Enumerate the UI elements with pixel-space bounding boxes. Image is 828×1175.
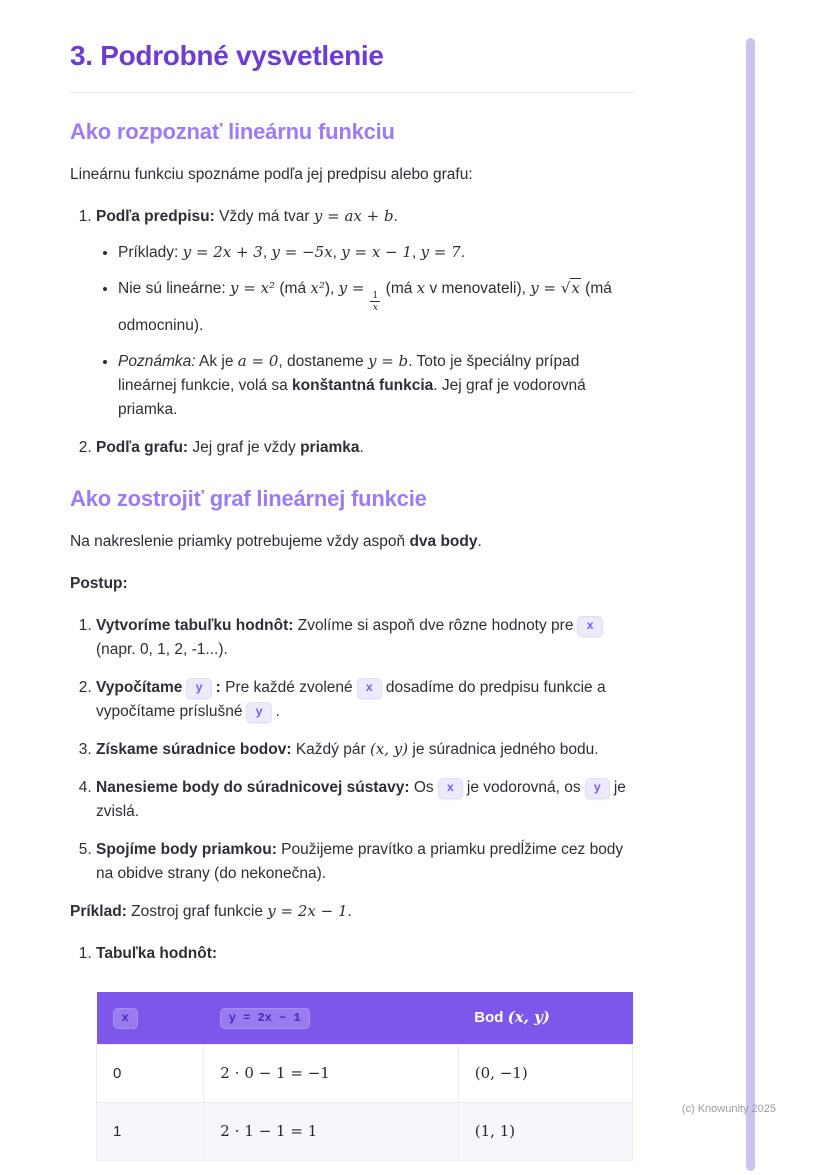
math-expression: y = x − 1 xyxy=(341,243,412,262)
text: je vodorovná, os xyxy=(466,779,581,797)
fraction-denominator: x xyxy=(372,302,379,314)
text: . Toto je špeciálny prípad lineárnej funkcie, volá sa xyxy=(118,352,580,394)
sqrt-radical: √ xyxy=(560,279,571,298)
code-chip-x: x xyxy=(577,616,602,637)
step-3 xyxy=(96,738,634,762)
text: . xyxy=(347,903,352,921)
text: Pre každé zvolené xyxy=(220,679,353,697)
step-label: Spojíme body priamkou: xyxy=(96,841,277,859)
cell-calc: 2 ⋅ 0 − 1 = −1 xyxy=(204,1044,459,1102)
text: . xyxy=(393,208,398,226)
sqrt-expression xyxy=(561,278,581,297)
section-heading-construct: Ako zostrojiť graf lineárnej funkcie xyxy=(70,485,427,511)
cell-point: (0, −1) xyxy=(458,1044,632,1102)
fraction xyxy=(370,290,380,314)
table-row xyxy=(97,1044,633,1102)
step-label: Nanesieme body do súradnicovej sústavy: xyxy=(96,779,410,797)
bold-text: Postup: xyxy=(70,575,128,592)
text: Nie sú lineárne: xyxy=(118,280,231,298)
section-heading-recognize: Ako rozpoznať lineárnu funkciu xyxy=(70,119,395,144)
text: (má xyxy=(275,280,311,298)
text: . xyxy=(275,703,280,721)
step-1 xyxy=(96,614,634,662)
text: je zvislá. xyxy=(96,779,626,821)
text: Ak je xyxy=(195,352,238,370)
steps-list xyxy=(70,614,634,886)
intro-paragraph xyxy=(70,163,634,187)
header-cell-point xyxy=(458,992,632,1044)
text: dosadíme do predpisu funkcie a vypočítame príslušné xyxy=(96,679,606,721)
text: Vždy má tvar xyxy=(214,208,314,226)
cell-point: (1, 1) xyxy=(458,1102,632,1160)
text: . xyxy=(477,532,482,550)
table-header-row xyxy=(97,992,633,1044)
code-chip-x: x xyxy=(113,1008,138,1029)
code-chip-x: x xyxy=(357,678,382,699)
table-label: Tabuľka hodnôt: xyxy=(96,945,218,963)
text: , dostaneme xyxy=(278,352,368,370)
text: Na nakreslenie priamky potrebujeme vždy aspoň xyxy=(70,532,410,550)
values-table xyxy=(96,992,633,1161)
page-title: 3. Podrobné vysvetlenie xyxy=(70,40,634,93)
step-label: Vypočítame xyxy=(96,679,183,697)
text: Os xyxy=(409,779,434,797)
code-chip-y: y xyxy=(186,678,211,699)
math-expression: y = xyxy=(338,279,370,298)
bold-text: priamka xyxy=(300,438,360,456)
list-item-by-formula xyxy=(96,205,634,422)
recognize-list xyxy=(70,205,634,460)
text: Jej graf je vždy xyxy=(188,438,301,456)
text: Lineárnu funkciu spoznáme podľa jej predpisu alebo grafu: xyxy=(70,166,473,183)
text: . Jej graf je vodorovná priamka. xyxy=(118,376,586,418)
fraction-numerator: 1 xyxy=(372,289,379,301)
table-row xyxy=(97,1102,633,1160)
bold-text: dva body xyxy=(409,532,478,550)
text: ), xyxy=(324,280,339,298)
document-content xyxy=(70,40,634,1175)
text: je súradnica jedného bodu. xyxy=(408,741,599,759)
example-label: Príklad: xyxy=(70,903,127,921)
list-item-by-graph xyxy=(96,436,634,460)
text: . xyxy=(359,438,364,456)
scrollbar-thumb[interactable] xyxy=(746,38,755,1171)
text: , xyxy=(411,244,421,262)
math-expression: a = 0 xyxy=(237,351,279,370)
step-5 xyxy=(96,838,634,886)
text: . xyxy=(460,244,465,262)
math-expression: (x, y) xyxy=(369,740,409,759)
construct-intro xyxy=(70,530,634,554)
list-item-note xyxy=(118,350,634,422)
math-expression: y = x² xyxy=(230,279,276,298)
math-expression: y = 7 xyxy=(420,243,461,262)
text: Použijeme pravítko a priamku predĺžime cez body na obidve strany (do nekonečna). xyxy=(96,841,624,883)
text: Každý pár xyxy=(291,741,370,759)
text: v menovateli), xyxy=(425,280,531,298)
header-cell-x xyxy=(97,992,204,1044)
math-expression: y = ax + b xyxy=(313,207,394,226)
text: , xyxy=(332,244,342,262)
step-2 xyxy=(96,676,634,724)
text: Zostroj graf funkcie xyxy=(126,903,268,921)
math-expression: y = xyxy=(530,279,561,298)
item-label: Podľa grafu: xyxy=(96,438,189,456)
code-chip-y: y xyxy=(246,702,271,723)
math-expression: x xyxy=(416,279,426,298)
math-expression: y = 2x + 3 xyxy=(182,243,263,262)
cell-x: 1 xyxy=(97,1102,204,1160)
math-expression: y = b xyxy=(367,351,409,370)
step-label: : xyxy=(215,679,221,697)
code-chip-y: y xyxy=(585,778,610,799)
header-math: (x, y) xyxy=(507,1007,550,1026)
text: (napr. 0, 1, 2, -1...). xyxy=(96,641,228,659)
cell-x: 0 xyxy=(97,1044,204,1102)
step-4 xyxy=(96,776,634,824)
header-bold: Bod xyxy=(474,1008,508,1026)
note-label: Poznámka: xyxy=(118,352,196,370)
watermark: (c) Knowunity 2025 xyxy=(681,1103,776,1115)
code-chip-x: x xyxy=(438,778,463,799)
text: Zvolíme si aspoň dve rôzne hodnoty pre xyxy=(293,617,574,635)
math-expression: y = 2x − 1 xyxy=(267,902,348,921)
by-formula-sublist xyxy=(96,241,634,422)
example-paragraph xyxy=(70,900,634,924)
code-chip-formula: y = 2x − 1 xyxy=(220,1008,310,1029)
text: (má xyxy=(381,280,417,298)
math-expression: x² xyxy=(310,279,325,298)
bold-text: konštantná funkcia xyxy=(292,376,434,394)
math-expression: y = −5x xyxy=(271,243,333,262)
list-item-examples xyxy=(118,241,634,265)
item-label: Podľa predpisu: xyxy=(96,208,215,226)
header-cell-formula xyxy=(204,992,459,1044)
table-label-item xyxy=(96,942,634,1161)
text: , xyxy=(262,244,272,262)
sqrt-argument: x xyxy=(571,279,580,298)
postup-label xyxy=(70,572,634,596)
step-label: Vytvoríme tabuľku hodnôt: xyxy=(96,617,294,635)
cell-calc: 2 ⋅ 1 − 1 = 1 xyxy=(204,1102,459,1160)
example-list xyxy=(70,942,634,1161)
text: (má odmocninu). xyxy=(118,280,612,334)
list-item-not-linear xyxy=(118,277,634,338)
text: Príklady: xyxy=(118,244,183,262)
step-label: Získame súradnice bodov: xyxy=(96,741,292,759)
